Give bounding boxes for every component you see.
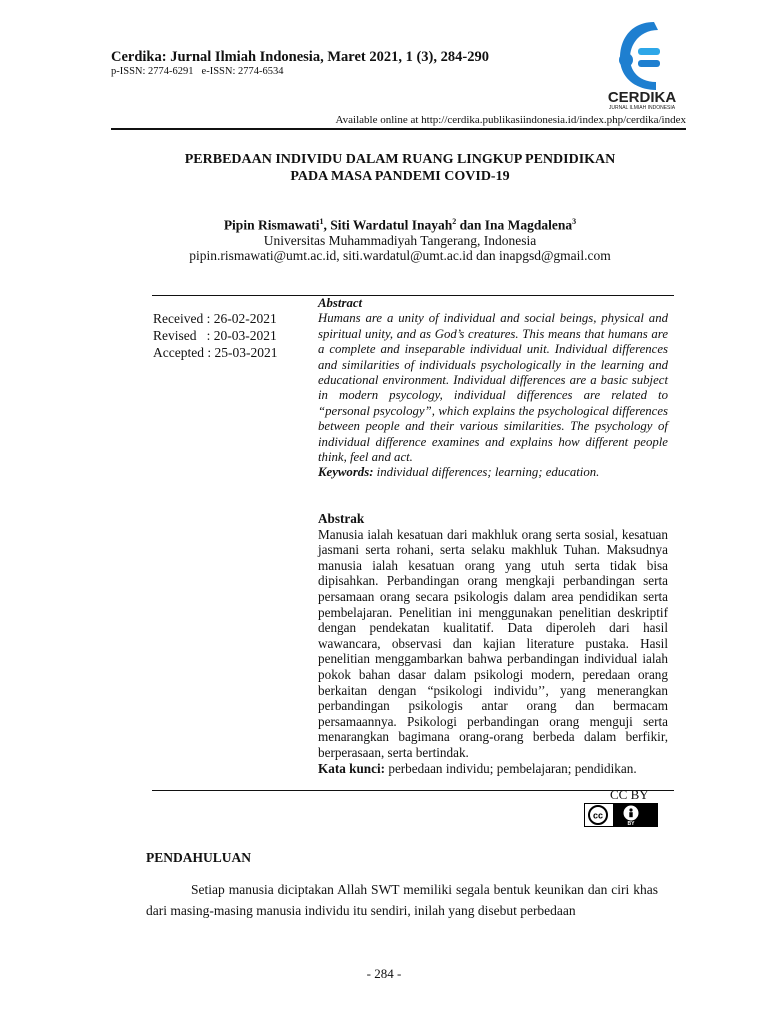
article-title — [100, 151, 700, 185]
license-label: CC BY — [610, 787, 649, 802]
article-dates — [153, 310, 277, 361]
keywords-label: Keywords: — [318, 465, 374, 480]
attribution-person-head — [629, 808, 632, 811]
issn-line — [111, 66, 292, 77]
kata-kunci-line — [318, 761, 668, 777]
logo-bar-bottom — [638, 60, 660, 67]
keywords-value: individual differences; learning; education. — [373, 465, 600, 480]
author-1: Pipin Rismawati — [223, 217, 320, 233]
logo-c-shape — [620, 22, 658, 90]
abstrak-text: Manusia ialah kesatuan dari makhluk orang serta sosial, kesatuan jasmani serta rohani, serta selaku makhluk Tuhan. Maksudnya manusia ialah kesatuan orang yang utuh serta tidak bisa dipisahkan. Perbandingan orang mengkaji perbandingan serta persamaan orang secara psikologis dalam area pendidikan serta pembelajaran. Penelitian ini menggunakan penelitian deskriptif dengan pendekatan kualitatif. Data diperoleh dari hasil wawancara, observasi dan kajian literature pustaka. Hasil penelitian menggambarkan bahwa perbandingan individual ialah pokok bahan dasar dalam psikologi modern, peredaan orang berkaitan dengan “psikologi individu’’, yang menerangkan perbandingan psikologis antar orang dan bermacam persamaannya. Psikologi perbandingan orang menguji serta menarangkan bagimana orang-orang berbeda dalam berfikir, berperasaan, serta bertindak. — [318, 526, 668, 760]
author-separator-2: dan — [456, 217, 485, 233]
abstract-heading: Abstract — [318, 296, 363, 310]
received-date: Received : 26-02-2021 — [153, 311, 277, 326]
keywords-line — [318, 465, 668, 480]
kata-kunci-value: perbedaan individu; pembelajaran; pendidikan. — [385, 760, 637, 776]
header-divider — [111, 128, 686, 130]
accepted-date: Accepted : 25-03-2021 — [153, 345, 278, 360]
abstract-text: Humans are a unity of individual and social beings, physical and spiritual unity, and as God’s creatures. This means that humans are a complete and inseparable individual unit. Individual differences and similarities of individuals psychologically in the learning and educational environment. Individual differences are a basic subject in modern psycology, individual differences are related to “personal psycology”, which explains the psychological differences between people and their various similarities. The psychology of individual difference examines and explains how different people think, feel and act. — [318, 311, 668, 465]
logo-tagline: JURNAL ILMIAH INDONESIA — [608, 105, 676, 110]
affiliation: Universitas Muhammadiyah Tangerang, Indonesia — [263, 233, 537, 248]
author-3-affil: 3 — [572, 217, 577, 226]
cc-by-badge[interactable] — [584, 803, 658, 827]
e-issn: e-ISSN: 2774-6534 — [201, 66, 284, 77]
abstrak-heading: Abstrak — [318, 511, 365, 526]
badge-by-text: BY — [627, 821, 635, 827]
available-online-link[interactable]: Available online at http://cerdika.publikasiindonesia.id/index.php/cerdika/index — [335, 114, 686, 126]
cc-icon-glyph: cc — [592, 810, 604, 821]
section-heading-pendahuluan: PENDAHULUAN — [146, 850, 252, 865]
abstract-indonesian — [318, 511, 668, 776]
author-list — [100, 217, 700, 234]
kata-kunci-label: Kata kunci: — [318, 760, 386, 776]
p-issn: p-ISSN: 2774-6291 — [111, 66, 194, 77]
author-2: Siti Wardatul Inayah — [330, 217, 453, 233]
author-emails: pipin.rismawati@umt.ac.id, siti.wardatul@umt.ac.id dan inapgsd@gmail.com — [189, 248, 611, 263]
logo-bar-top — [638, 48, 660, 55]
author-2-affil: 2 — [452, 217, 457, 226]
article-title-line1: PERBEDAAN INDIVIDU DALAM RUANG LINGKUP PENDIDIKAN — [184, 152, 616, 167]
author-1-affil: 1 — [319, 217, 324, 226]
logo-wordmark: CERDIKA — [607, 89, 677, 106]
journal-title: Cerdika: Jurnal Ilmiah Indonesia, Maret 2021, 1 (3), 284-290 — [111, 49, 489, 65]
author-separator-1: , — [323, 217, 331, 233]
abstract-bottom-rule — [152, 790, 674, 791]
article-title-line2: PADA MASA PANDEMI COVID-19 — [290, 169, 510, 184]
cerdika-logo — [592, 16, 692, 110]
author-3: Ina Magdalena — [484, 217, 573, 233]
abstract-english — [318, 296, 668, 481]
body-paragraph: Setiap manusia diciptakan Allah SWT memiliki segala bentuk keunikan dan ciri khas dari masing-masing manusia individu itu sendiri, inilah yang disebut perbedaan — [146, 882, 658, 918]
revised-date: Revised : 20-03-2021 — [153, 328, 277, 343]
page-number: - 284 - — [366, 966, 402, 981]
attribution-person-body — [629, 812, 632, 817]
